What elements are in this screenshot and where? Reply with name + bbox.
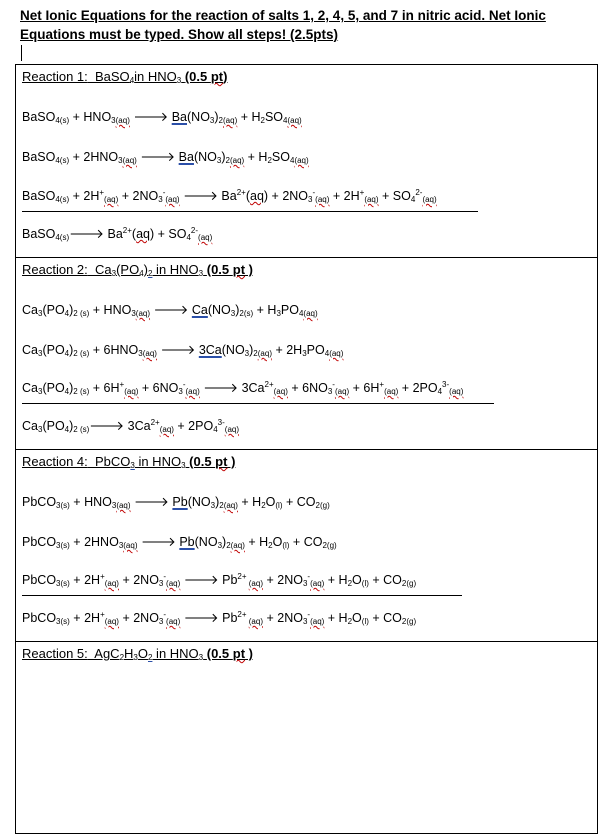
reaction-1-net-ionic: BaSO$_{4(s)}$🡒 $Ba^{2+}(aq) + SO_4^{2-}_{(aq)}$ [22,226,213,242]
reaction-1-title: Reaction 1: BaSO$_4$in $HNO_3$ (0.5 pt) [22,69,228,85]
reaction-4-equation-2: PbCO$_{3(s)}$ + $2HNO_{3(aq)}$ 🡒 $Pb(NO_3)_{2(aq)} + H_2O_{(l)} + CO_{2(g)}$ [22,534,337,550]
reaction-4-net-ionic: PbCO$_{3(s)}$ + $2H^+_{(aq)} + 2NO_3^-_{(aq)}$ 🡒 $Pb^{2+}$ $_{(aq)} + 2NO_3^-_{(aq)} + H_2O_{(l)} + CO_{2(g)}$ [22,610,417,626]
reaction-2-net-ionic: $Ca_3(PO_4)_{2 (s)}🡒$ $3Ca^{2+}_{(aq)} + 2PO_4^{3-}_{(aq)}$ [22,418,240,434]
reaction-2-title: Reaction 2: $Ca_3(PO_4)_2$ in $HNO_3$ (0.5 pt ) [22,262,253,278]
reaction-4-box[interactable] [15,449,598,642]
reaction-2-equation-2: $Ca_3(PO_4)_{2 (s)} + 6HNO_{3(aq)}$ 🡒 $3Ca(NO_3)_{2(aq)} + 2H_3PO_{4(aq)}$ [22,342,344,358]
reaction-1-equation-2: BaSO$_{4(s)}$ + $2HNO_{3(aq)}$ 🡒 $Ba(NO_3)_{2(aq)} + H_2SO_{4(aq)}$ [22,149,309,165]
reaction-2-equation-1: $Ca_3(PO_4)_{2 (s)} + HNO_{3(aq)}$ 🡒 $Ca(NO_3)_{2(s)} + H_3PO_{4(aq)}$ [22,302,318,318]
text-cursor [21,45,22,61]
equation-separator [22,211,478,212]
reaction-1-box[interactable] [15,64,598,258]
title-line-2: Equations must be typed. Show all steps! (2.5pts) [20,27,339,42]
reaction-2-box[interactable] [15,257,598,450]
equation-separator [22,403,494,404]
reaction-1-equation-1: BaSO$_{4(s)}$ + $HNO_{3(aq)}$ 🡒 $Ba(NO_3)_{2(aq)} + H_2SO_{4(aq)}$ [22,109,302,125]
reaction-4-equation-3: PbCO$_{3(s)}$ + $2H^+_{(aq)} + 2NO_3^-_{(aq)}$ 🡒 $Pb^{2+}$ $_{(aq)} + 2NO_3^-_{(aq)} + H_2O_{(l)} + CO_{2(g)}$ [22,572,417,588]
reaction-2-equation-3: $Ca_3(PO_4)_{2 (s)} + 6H^+_{(aq)} + 6NO_3^-_{(aq)}$ 🡒 $3Ca^{2+}_{(aq)} + 6NO_3^-_{(aq)} + 6H^+_{(aq)} + 2PO_4^{3-}_{(aq)}$ [22,380,464,396]
reaction-5-box[interactable] [15,641,598,834]
title-line-1: Net Ionic Equations for the reaction of salts 1, 2, 4, 5, and 7 in nitric acid. Net Ionic [20,8,546,23]
reaction-5-title: Reaction 5: $AgC_2H_3O_2$ in $HNO_3$ (0.5 pt ) [22,646,253,662]
reaction-4-title: Reaction 4: PbCO$_3$ in $HNO_3$ (0.5 pt ) [22,454,236,470]
equation-separator [22,595,462,596]
reaction-4-equation-1: PbCO$_{3(s)}$ + $HNO_{3(aq)}$ 🡒 $Pb(NO_3)_{2(aq)} + H_2O_{(l)} + CO_{2(g)}$ [22,494,330,510]
document-title [20,6,590,44]
reaction-1-equation-3: BaSO$_{4(s)}$ + $2H^+_{(aq)} + 2NO_3^-_{(aq)}$ 🡒 $Ba^{2+}(aq) + 2NO_3^-_{(aq)} + 2H^+_{(aq)} + SO_4^{2-}_{(aq)}$ [22,188,437,204]
